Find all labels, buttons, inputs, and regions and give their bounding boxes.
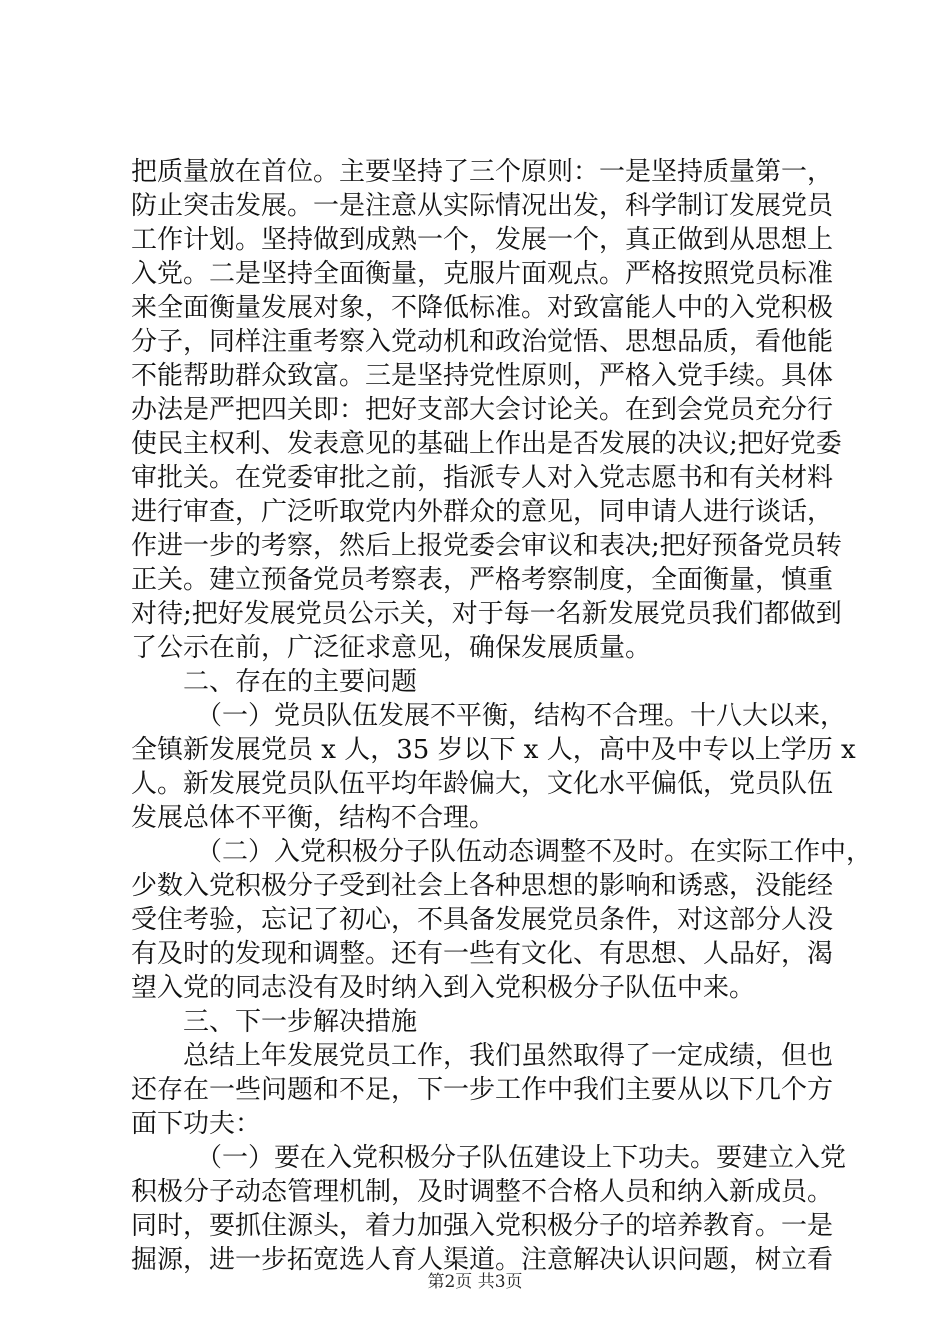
text-line: 人。新发展党员队伍平均年龄偏大，文化水平偏低，党员队伍 [131,769,834,799]
text-line: 入党。二是坚持全面衡量，克服片面观点。严格按照党员标准 [131,259,834,289]
text-line: 同时，要抓住源头，着力加强入党积极分子的培养教育。一是 [131,1211,834,1241]
text-line: 作进一步的考察，然后上报党委会审议和表决;把好预备党员转 [131,531,842,561]
text-line: 少数入党积极分子受到社会上各种思想的影响和诱惑，没能经 [131,871,834,901]
text-line: 进行审查，广泛听取党内外群众的意见，同申请人进行谈话， [131,497,834,527]
text-line: 还存在一些问题和不足，下一步工作中我们主要从以下几个方 [131,1075,834,1105]
text-line: 审批关。在党委审批之前，指派专人对入党志愿书和有关材料 [131,463,834,493]
text-line: 发展总体不平衡，结构不合理。 [131,803,496,833]
text-line: 全镇新发展党员 x 人，35 岁以下 x 人，高中及中专以上学历 x [131,735,856,765]
text-line: 总结上年发展党员工作，我们虽然取得了一定成绩，但也 [183,1041,834,1071]
text-line: 不能帮助群众致富。三是坚持党性原则，严格入党手续。具体 [131,361,834,391]
section-heading: 三、下一步解决措施 [183,1007,418,1037]
text-line: （二）入党积极分子队伍动态调整不及时。在实际工作中， [196,837,873,867]
text-line: 办法是严把四关即：把好支部大会讨论关。在到会党员充分行 [131,395,834,425]
page-footer: 第2页 共3页 [427,1272,523,1292]
text-line: 有及时的发现和调整。还有一些有文化、有思想、人品好，渴 [131,939,834,969]
text-line: 使民主权利、发表意见的基础上作出是否发展的决议;把好党委 [131,429,842,459]
text-line: 受住考验，忘记了初心，不具备发展党员条件，对这部分人没 [131,905,834,935]
text-line: （一）党员队伍发展不平衡，结构不合理。十八大以来， [196,701,847,731]
text-line: 工作计划。坚持做到成熟一个，发展一个，真正做到从思想上 [131,225,834,255]
document-body [131,155,873,1277]
text-line: 面下功夫： [131,1109,262,1139]
text-line: 了公示在前，广泛征求意见，确保发展质量。 [131,633,652,663]
text-line: 防止突击发展。一是注意从实际情况出发，科学制订发展党员 [131,191,834,221]
section-heading: 二、存在的主要问题 [183,667,418,697]
text-line: 对待;把好发展党员公示关，对于每一名新发展党员我们都做到 [131,599,842,629]
text-line: 正关。建立预备党员考察表，严格考察制度，全面衡量，慎重 [131,565,834,595]
text-line: 掘源，进一步拓宽选人育人渠道。注意解决认识问题，树立看 [131,1245,834,1275]
text-line: 望入党的同志没有及时纳入到入党积极分子队伍中来。 [131,973,756,1003]
text-line: （一）要在入党积极分子队伍建设上下功夫。要建立入党 [196,1143,847,1173]
text-line: 分子，同样注重考察入党动机和政治觉悟、思想品质，看他能 [131,327,834,357]
text-line: 把质量放在首位。主要坚持了三个原则：一是坚持质量第一， [131,157,834,187]
text-line: 积极分子动态管理机制，及时调整不合格人员和纳入新成员。 [131,1177,834,1207]
text-line: 来全面衡量发展对象，不降低标准。对致富能人中的入党积极 [131,293,834,323]
